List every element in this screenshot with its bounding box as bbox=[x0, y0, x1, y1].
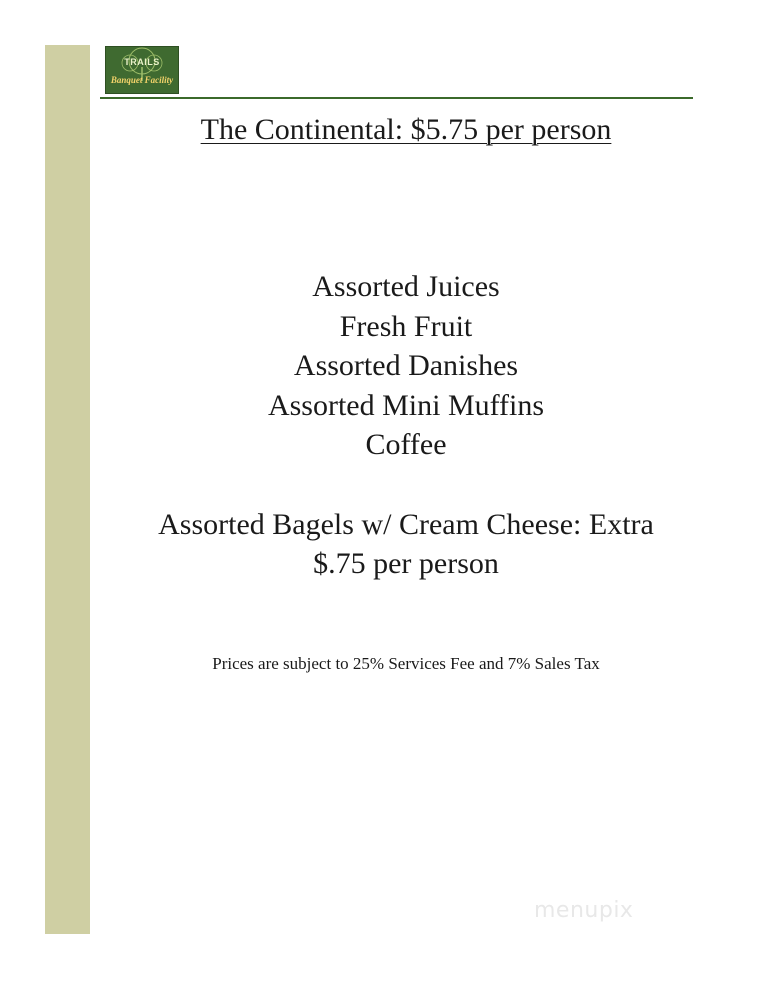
logo-subtitle: Banquet Facility bbox=[110, 75, 174, 85]
tree-icon bbox=[106, 47, 178, 93]
decorative-sidebar-bar bbox=[45, 45, 90, 934]
menu-item-list bbox=[100, 267, 712, 465]
logo-name: TRAILS bbox=[124, 57, 160, 67]
menu-item: Fresh Fruit bbox=[339, 309, 473, 343]
extra-option-line2: $.75 per person bbox=[313, 547, 499, 580]
watermark: menupix bbox=[534, 898, 634, 923]
extra-option-line1: Assorted Bagels w/ Cream Cheese: Extra bbox=[158, 508, 654, 541]
menu-item: Assorted Danishes bbox=[293, 349, 519, 382]
menu-title: The Continental: $5.75 per person bbox=[200, 113, 612, 146]
menu-item: Assorted Mini Muffins bbox=[267, 388, 545, 422]
header-divider bbox=[100, 97, 693, 99]
trails-banquet-logo bbox=[105, 46, 179, 94]
menu-item: Coffee bbox=[365, 428, 447, 461]
extra-option bbox=[100, 505, 712, 583]
menu-item: Assorted Juices bbox=[312, 270, 500, 303]
price-footnote: Prices are subject to 25% Services Fee and 7% Sales Tax bbox=[212, 654, 600, 673]
